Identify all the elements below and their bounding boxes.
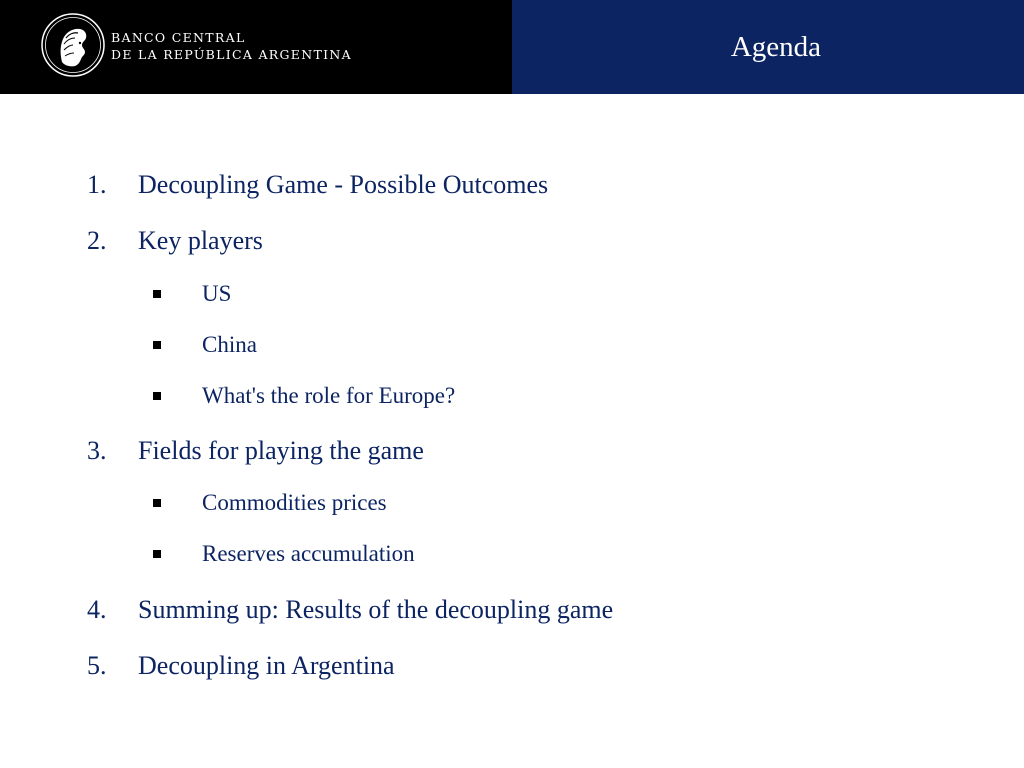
agenda-item-number: 5. — [87, 651, 107, 680]
agenda-subitem-text: Reserves accumulation — [202, 541, 415, 566]
agenda-item-text: Key players — [138, 226, 263, 255]
agenda-subitem-text: What's the role for Europe? — [202, 383, 456, 408]
agenda-item-text: Decoupling in Argentina — [138, 651, 395, 680]
slide-title: Agenda — [730, 31, 821, 63]
agenda-subitem-text: Commodities prices — [202, 490, 387, 515]
agenda-item-number: 2. — [87, 226, 107, 255]
agenda-item-text: Summing up: Results of the decoupling game — [138, 595, 614, 624]
square-bullet-icon — [153, 341, 161, 349]
square-bullet-icon — [153, 290, 161, 298]
square-bullet-icon — [153, 392, 161, 400]
bank-name-line1: BANCO CENTRAL — [111, 30, 246, 45]
agenda-item-number: 3. — [87, 436, 107, 465]
agenda-item-number: 4. — [87, 595, 107, 624]
agenda-item-number: 1. — [87, 170, 107, 199]
bank-name-line2: DE LA REPÚBLICA ARGENTINA — [111, 47, 352, 62]
agenda-item-text: Fields for playing the game — [138, 436, 424, 465]
square-bullet-icon — [153, 499, 161, 507]
agenda-subitem-text: US — [202, 281, 232, 306]
agenda-subitem-text: China — [202, 332, 257, 357]
square-bullet-icon — [153, 550, 161, 558]
agenda-item-text: Decoupling Game - Possible Outcomes — [138, 170, 549, 199]
